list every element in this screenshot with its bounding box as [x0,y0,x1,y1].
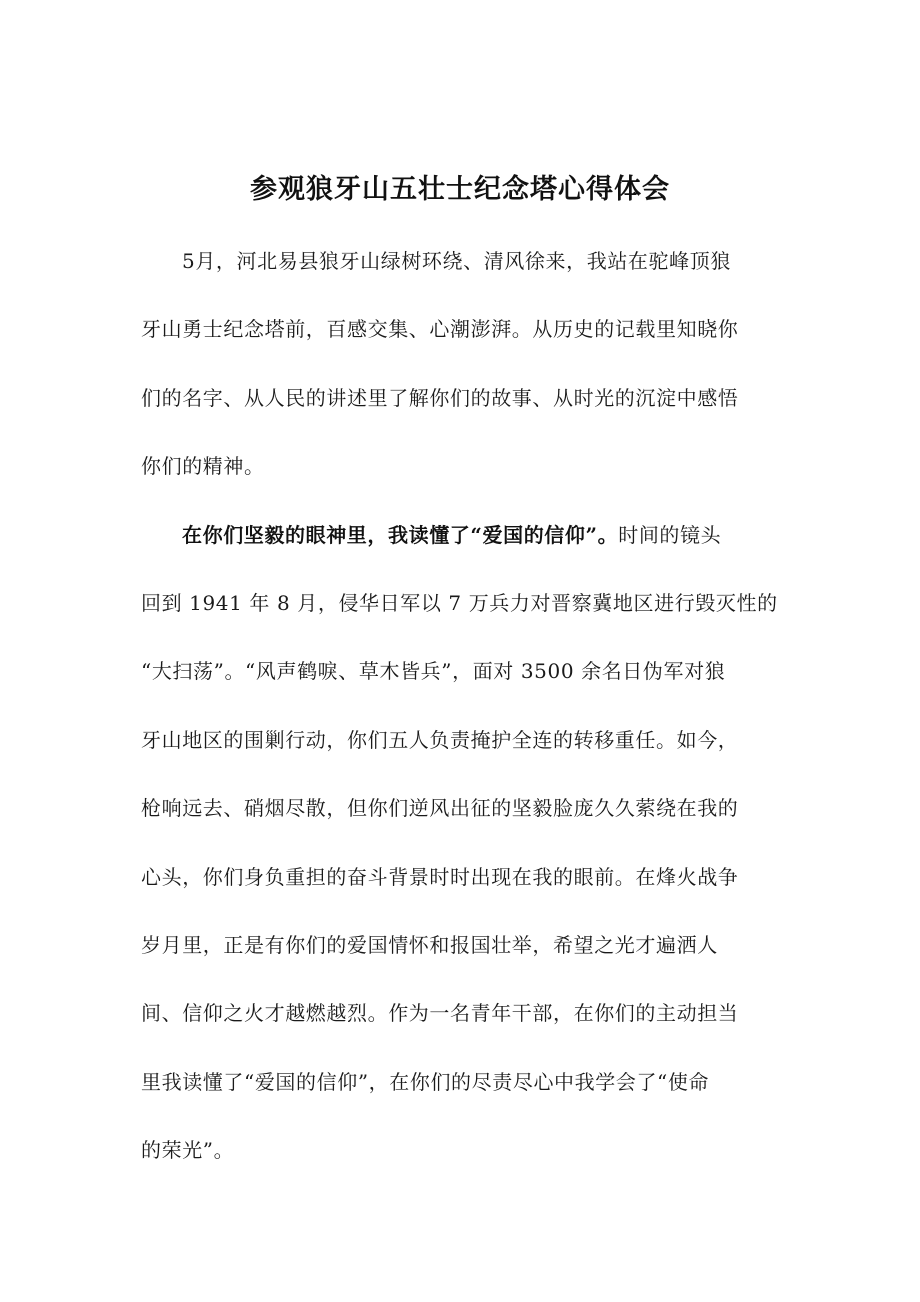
paragraph-line: 牙山勇士纪念塔前，百感交集、心潮澎湃。从历史的记载里知晓你 [141,317,739,342]
paragraph-line: 心头，你们身负重担的奋斗背景时时出现在我的眼前。在烽火战争 [141,864,739,889]
first-line-rest: 时间的镜头 [618,522,722,547]
paragraph-line: 间、信仰之火才越燃越烈。作为一名青年干部，在你们的主动担当 [141,1001,739,1026]
paragraph-1 [141,241,781,515]
paragraph-line: 们的名字、从人民的讲述里了解你们的故事、从时光的沉淀中感悟 [141,385,739,410]
paragraph-line: 枪响远去、硝烟尽散，但你们逆风出征的坚毅脸庞久久萦绕在我的 [141,796,739,821]
bold-lead-sentence: 在你们坚毅的眼神里，我读懂了“爱国的信仰”。 [182,522,619,547]
paragraph-line: 里我读懂了“爱国的信仰”，在你们的尽责尽心中我学会了“使命 [141,1069,710,1094]
paragraph-line: 你们的精神。 [141,454,265,479]
document-title: 参观狼牙山五壮士纪念塔心得体会 [250,174,670,205]
document-body [141,241,781,1198]
paragraph-first-line [141,515,781,583]
paragraph-line: 牙山地区的围剿行动，你们五人负责掩护全连的转移重任。如今， [141,727,739,752]
paragraph-line: 的荣光”。 [141,1138,235,1163]
paragraph-line: 5月，河北易县狼牙山绿树环绕、清风徐来，我站在驼峰顶狼 [182,249,731,273]
paragraph-line: “大扫荡”。“风声鹤唳、草木皆兵”，面对 3500 余名日伪军对狼 [141,659,726,684]
paragraph-2 [141,515,781,1199]
paragraph-line: 回到 1941 年 8 月，侵华日军以 7 万兵力对晋察冀地区进行毁灭性的 [141,590,778,615]
paragraph-line: 岁月里，正是有你们的爱国情怀和报国壮举，希望之光才遍洒人 [141,932,718,957]
